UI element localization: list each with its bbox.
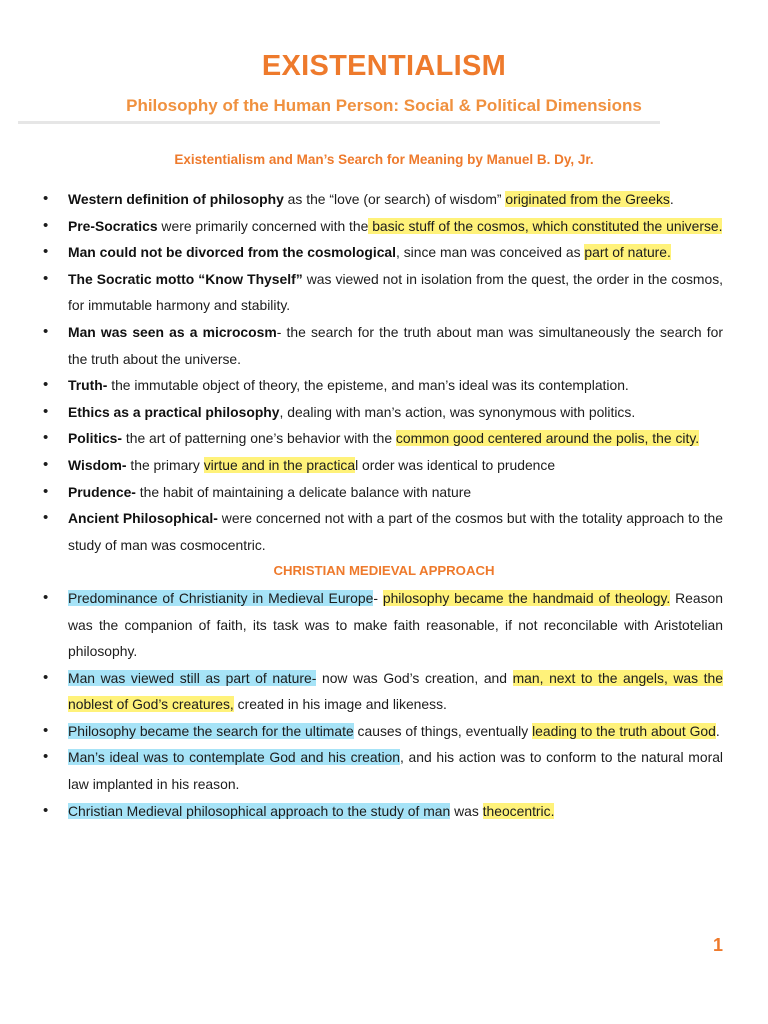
item-text: now was God’s creation, and [316, 669, 513, 686]
list-item [0, 213, 768, 240]
yellow-highlight: virtue and in the practica [203, 456, 356, 473]
item-text: were primarily concerned with the [157, 217, 369, 234]
item-text: , dealing with man’s action, was synonymous with politics. [279, 403, 636, 420]
item-text: was viewed not in isolation from the quest, the order in the cosmos, for immutable harmony and stability. [68, 270, 724, 314]
bold-term: Man was seen as a microcosm [68, 323, 277, 340]
blue-highlight: Predominance of Christianity in Medieval Europe [68, 589, 374, 606]
item-text: the habit of maintaining a delicate balance with nature [135, 483, 472, 500]
section-title: Existentialism and Man’s Search for Meaning by Manuel B. Dy, Jr. [174, 152, 594, 167]
item-text: the art of patterning one’s behavior with the [122, 430, 396, 447]
bold-term: Western definition of philosophy [68, 191, 284, 207]
item-text: l order was identical to prudence [355, 456, 556, 473]
bullet-list [0, 186, 768, 824]
list-item [0, 718, 768, 745]
bold-term: Politics- [68, 430, 123, 447]
bold-term: The Socratic motto “Know Thyself” [68, 270, 303, 287]
header-divider [18, 121, 660, 124]
item-text: . [715, 722, 720, 739]
item-text: as the “love (or search) of wisdom” [283, 191, 506, 207]
item-text: , since man was conceived as [396, 244, 585, 261]
item-text: . [669, 191, 674, 207]
bold-term: Ancient Philosophical- [68, 510, 218, 527]
page-number: 1 [712, 935, 723, 955]
list-item [0, 399, 768, 426]
item-text: were concerned not with a part of the cosmos but with the totality approach to the study of man was cosmocentric. [68, 510, 723, 553]
list-item [0, 372, 768, 399]
bold-term: Pre-Socratics [68, 217, 158, 234]
list-item [0, 479, 768, 506]
blue-highlight: Man’s ideal was to contemplate God and his creation [68, 749, 400, 766]
yellow-highlight: basic stuff of the cosmos, which constituted the universe. [368, 217, 723, 234]
bold-term: Ethics as a practical philosophy [68, 403, 280, 420]
blue-highlight: Man was viewed still as part of nature- [68, 669, 317, 686]
bold-term: Prudence- [68, 483, 136, 500]
item-text: CHRISTIAN MEDIEVAL APPROACH [273, 563, 495, 579]
item-text: Reason was the companion of faith, its task was to make faith reasonable, if not reconcilable with Aristotelian philosophy. [68, 589, 723, 660]
list-item [0, 505, 768, 558]
list-item [0, 452, 768, 479]
item-text: - [373, 589, 383, 606]
section-heading [0, 558, 768, 585]
bold-term: Truth- [68, 377, 108, 394]
yellow-highlight: common good centered around the polis, the city. [395, 430, 700, 447]
document-title: EXISTENTIALISM [261, 50, 507, 82]
list-item [0, 239, 768, 266]
list-item [0, 798, 768, 825]
list-item [0, 186, 768, 213]
bold-term: Wisdom- [68, 456, 127, 473]
item-text: , and his action was to conform to the natural moral law implanted in his reason. [68, 749, 724, 793]
list-item [0, 425, 768, 452]
list-item [0, 665, 768, 718]
list-item [0, 319, 768, 372]
document-subtitle: Philosophy of the Human Person: Social & Political Dimensions [126, 96, 642, 115]
item-text: was [450, 802, 483, 819]
blue-highlight: Christian Medieval philosophical approach to the study of man [68, 802, 451, 819]
list-item [0, 744, 768, 797]
bold-term: Man could not be divorced from the cosmological [68, 244, 397, 261]
yellow-highlight: part of nature. [584, 244, 671, 261]
item-text: the immutable object of theory, the episteme, and man’s ideal was its contemplation. [107, 377, 629, 394]
yellow-highlight: originated from the Greeks [505, 191, 670, 207]
list-item [0, 585, 768, 665]
yellow-highlight: man, next to the angels, was the noblest of God’s creatures, [68, 669, 723, 713]
yellow-highlight: philosophy became the handmaid of theology. [382, 589, 671, 606]
item-text: created in his image and likeness. [233, 696, 447, 713]
item-text: causes of things, eventually [353, 722, 533, 739]
item-text: - the search for the truth about man was simultaneously the search for the truth about the universe. [68, 323, 723, 367]
item-text: the primary [126, 456, 204, 473]
blue-highlight: Philosophy became the search for the ultimate [68, 722, 354, 739]
list-item [0, 266, 768, 319]
yellow-highlight: leading to the truth about God [532, 722, 716, 739]
yellow-highlight: theocentric. [482, 802, 555, 819]
